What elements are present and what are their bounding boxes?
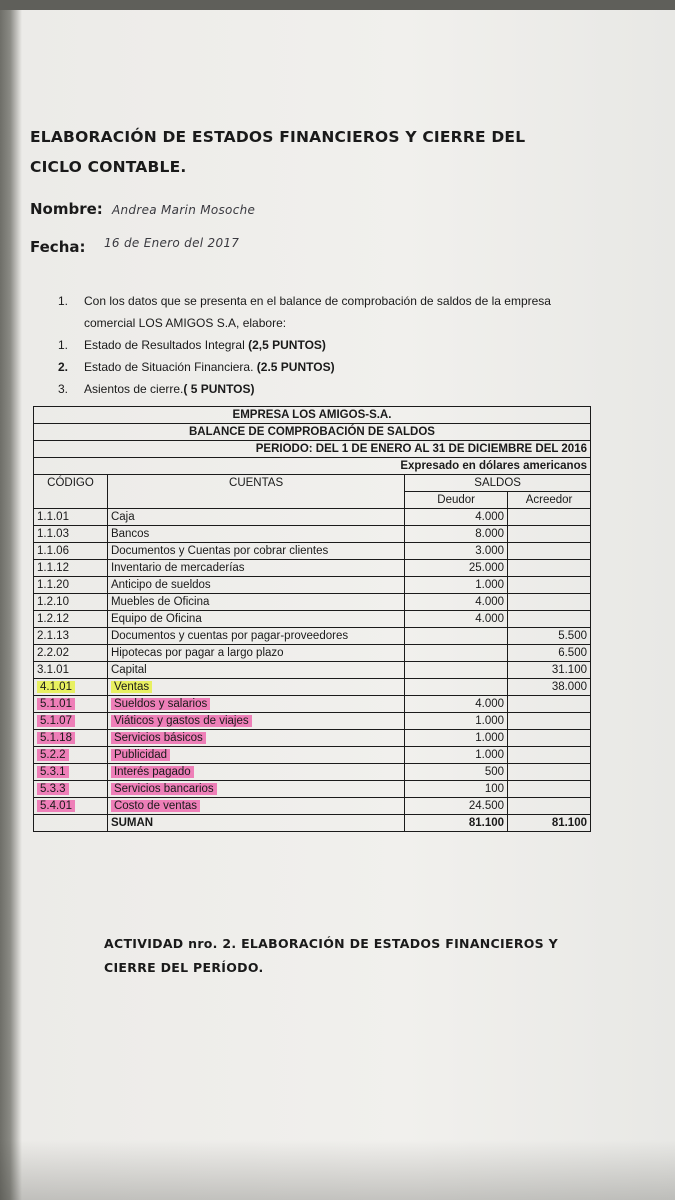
credit-value xyxy=(508,781,591,798)
account-name: Anticipo de sueldos xyxy=(107,577,404,594)
credit-value: 38.000 xyxy=(508,679,591,696)
debit-value xyxy=(405,679,508,696)
highlight-mark: 5.3.1 xyxy=(37,766,69,778)
instruction-item: 2. Estado de Situación Financiera. (2.5 PUNTOS) xyxy=(58,360,335,374)
account-name xyxy=(107,764,404,781)
debit-value: 1.000 xyxy=(405,577,508,594)
debit-value: 4.000 xyxy=(405,594,508,611)
table-row xyxy=(34,560,591,577)
credit-value xyxy=(508,696,591,713)
photo-shadow xyxy=(0,1140,675,1200)
account-code xyxy=(34,679,108,696)
account-code: 1.1.01 xyxy=(34,509,108,526)
title-line-1: ELABORACIÓN DE ESTADOS FINANCIEROS Y CIERRE DEL xyxy=(30,128,526,146)
highlight-mark: 5.4.01 xyxy=(37,800,75,812)
debit-value: 1.000 xyxy=(405,730,508,747)
report-currency: Expresado en dólares americanos xyxy=(34,458,591,475)
debit-value xyxy=(405,645,508,662)
account-name: Documentos y Cuentas por cobrar clientes xyxy=(107,543,404,560)
col-code-header: CÓDIGO xyxy=(34,475,108,509)
table-row xyxy=(34,764,591,781)
debit-value: 3.000 xyxy=(405,543,508,560)
account-name: Documentos y cuentas por pagar-proveedores xyxy=(107,628,404,645)
instructions-list xyxy=(58,290,618,400)
debit-value: 24.500 xyxy=(405,798,508,815)
table-row xyxy=(34,611,591,628)
account-name xyxy=(107,798,404,815)
highlight-mark: 5.1.18 xyxy=(37,732,75,744)
col-accounts-header: CUENTAS xyxy=(107,475,404,509)
account-name: Caja xyxy=(107,509,404,526)
debit-value: 4.000 xyxy=(405,696,508,713)
table-row xyxy=(34,798,591,815)
account-code: 1.1.12 xyxy=(34,560,108,577)
instruction-item: 1. Estado de Resultados Integral (2,5 PUNTOS) xyxy=(58,338,326,352)
credit-value xyxy=(508,747,591,764)
col-saldos-header: SALDOS xyxy=(405,475,591,492)
debit-value: 4.000 xyxy=(405,509,508,526)
table-row xyxy=(34,781,591,798)
account-code: 1.1.03 xyxy=(34,526,108,543)
account-name: Bancos xyxy=(107,526,404,543)
activity-line-2: CIERRE DEL PERÍODO. xyxy=(104,960,264,975)
fecha-label: Fecha: xyxy=(30,238,86,256)
account-code xyxy=(34,696,108,713)
highlight-mark: Servicios bancarios xyxy=(111,783,217,795)
highlight-mark: Servicios básicos xyxy=(111,732,206,744)
report-period: PERIODO: DEL 1 DE ENERO AL 31 DE DICIEMBRE DEL 2016 xyxy=(34,441,591,458)
credit-value xyxy=(508,594,591,611)
table-row xyxy=(34,543,591,560)
highlight-mark: Interés pagado xyxy=(111,766,194,778)
total-credit: 81.100 xyxy=(508,815,591,832)
table-row xyxy=(34,628,591,645)
account-name xyxy=(107,730,404,747)
debit-value: 1.000 xyxy=(405,713,508,730)
table-row xyxy=(34,594,591,611)
credit-value xyxy=(508,560,591,577)
account-name: Inventario de mercaderías xyxy=(107,560,404,577)
highlight-mark: Sueldos y salarios xyxy=(111,698,210,710)
account-code: 1.1.20 xyxy=(34,577,108,594)
highlight-mark: Costo de ventas xyxy=(111,800,200,812)
debit-value xyxy=(405,628,508,645)
debit-value: 8.000 xyxy=(405,526,508,543)
credit-value xyxy=(508,543,591,560)
credit-value xyxy=(508,611,591,628)
credit-value xyxy=(508,526,591,543)
account-name xyxy=(107,696,404,713)
account-code xyxy=(34,713,108,730)
total-code-cell xyxy=(34,815,108,832)
table-row xyxy=(34,645,591,662)
table-row xyxy=(34,747,591,764)
account-name: Muebles de Oficina xyxy=(107,594,404,611)
report-title: BALANCE DE COMPROBACIÓN DE SALDOS xyxy=(34,424,591,441)
account-code: 3.1.01 xyxy=(34,662,108,679)
col-acreedor-header: Acreedor xyxy=(508,492,591,509)
debit-value: 100 xyxy=(405,781,508,798)
account-name: Capital xyxy=(107,662,404,679)
account-name: Equipo de Oficina xyxy=(107,611,404,628)
debit-value: 500 xyxy=(405,764,508,781)
credit-value xyxy=(508,798,591,815)
instruction-item: 3. Asientos de cierre.( 5 PUNTOS) xyxy=(58,382,255,396)
credit-value: 5.500 xyxy=(508,628,591,645)
account-code: 1.1.06 xyxy=(34,543,108,560)
account-name xyxy=(107,781,404,798)
fecha-handwritten: 16 de Enero del 2017 xyxy=(104,236,240,250)
instruction-intro: 1. Con los datos que se presenta en el balance de comprobación de saldos de la empresa xyxy=(58,294,551,308)
table-row xyxy=(34,577,591,594)
nombre-handwritten: Andrea Marin Mosoche xyxy=(112,203,256,217)
account-name xyxy=(107,679,404,696)
account-code: 1.2.12 xyxy=(34,611,108,628)
highlight-mark: Publicidad xyxy=(111,749,170,761)
debit-value: 4.000 xyxy=(405,611,508,628)
account-code xyxy=(34,747,108,764)
credit-value: 31.100 xyxy=(508,662,591,679)
document-title xyxy=(30,122,640,182)
account-name xyxy=(107,747,404,764)
highlight-mark: Viáticos y gastos de viajes xyxy=(111,715,252,727)
account-code: 2.2.02 xyxy=(34,645,108,662)
highlight-mark: Ventas xyxy=(111,681,152,693)
nombre-label: Nombre: xyxy=(30,200,103,218)
table-row xyxy=(34,526,591,543)
debit-value: 1.000 xyxy=(405,747,508,764)
account-code: 2.1.13 xyxy=(34,628,108,645)
table-row xyxy=(34,662,591,679)
account-code xyxy=(34,798,108,815)
highlight-mark: 4.1.01 xyxy=(37,681,75,693)
credit-value xyxy=(508,730,591,747)
col-deudor-header: Deudor xyxy=(405,492,508,509)
account-code xyxy=(34,730,108,747)
highlight-mark: 5.2.2 xyxy=(37,749,69,761)
table-row xyxy=(34,730,591,747)
debit-value: 25.000 xyxy=(405,560,508,577)
credit-value xyxy=(508,509,591,526)
company-name: EMPRESA LOS AMIGOS-S.A. xyxy=(34,407,591,424)
title-line-2: CICLO CONTABLE. xyxy=(30,158,187,176)
table-row xyxy=(34,696,591,713)
account-code: 1.2.10 xyxy=(34,594,108,611)
account-code xyxy=(34,764,108,781)
account-name: Hipotecas por pagar a largo plazo xyxy=(107,645,404,662)
highlight-mark: 5.1.01 xyxy=(37,698,75,710)
total-label: SUMAN xyxy=(107,815,404,832)
instruction-intro-cont: comercial LOS AMIGOS S.A, elabore: xyxy=(84,316,287,330)
highlight-mark: 5.3.3 xyxy=(37,783,69,795)
credit-value: 6.500 xyxy=(508,645,591,662)
activity-heading xyxy=(104,932,604,980)
table-row xyxy=(34,509,591,526)
credit-value xyxy=(508,764,591,781)
credit-value xyxy=(508,577,591,594)
total-debit: 81.100 xyxy=(405,815,508,832)
account-name xyxy=(107,713,404,730)
table-row xyxy=(34,713,591,730)
debit-value xyxy=(405,662,508,679)
activity-line-1: ACTIVIDAD nro. 2. ELABORACIÓN DE ESTADOS FINANCIEROS Y xyxy=(104,936,558,951)
trial-balance-table xyxy=(33,406,591,832)
credit-value xyxy=(508,713,591,730)
table-row xyxy=(34,679,591,696)
totals-row xyxy=(34,815,591,832)
account-code xyxy=(34,781,108,798)
highlight-mark: 5.1.07 xyxy=(37,715,75,727)
